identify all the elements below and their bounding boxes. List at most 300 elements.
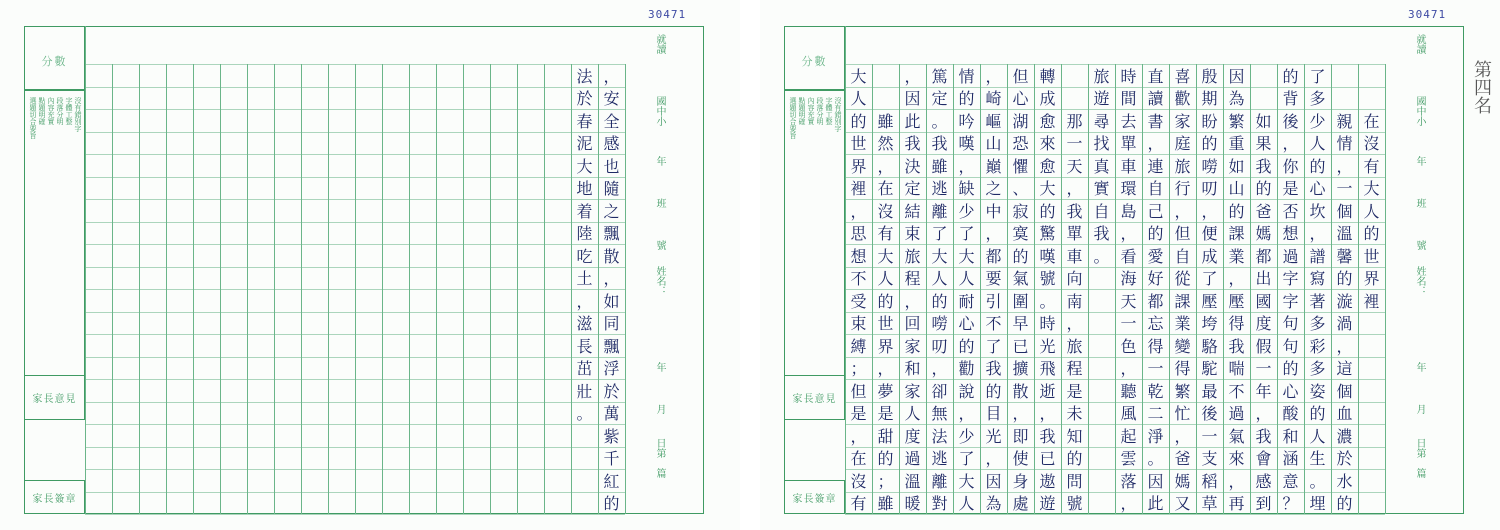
char-cell: ，	[1120, 224, 1137, 244]
char-cell: 之	[985, 179, 1002, 199]
char-cell: 沒	[1363, 134, 1380, 154]
char-cell: 家	[904, 381, 921, 401]
char-cell: 的	[1228, 201, 1245, 221]
char-cell: ；	[877, 471, 894, 491]
char-cell: 稻	[1201, 471, 1218, 491]
char-cell: 色	[1120, 336, 1137, 356]
char-cell: 駝	[1201, 359, 1218, 379]
info-0: 就讀	[1414, 34, 1425, 54]
info-8: 日第	[1414, 438, 1425, 458]
char-cell: 散	[603, 246, 620, 266]
char-cell: 單	[1120, 134, 1137, 154]
char-cell: 了	[1309, 66, 1326, 86]
char-cell: ，	[1336, 336, 1353, 356]
char-cell: 轉	[1039, 66, 1056, 86]
char-cell: 你	[1282, 156, 1299, 176]
char-cell: ？	[1282, 494, 1299, 514]
char-cell: ，	[877, 359, 894, 379]
text-column	[1223, 64, 1250, 514]
criteria-item: 選題切合要旨	[29, 97, 37, 139]
author-signature: 第四名	[1471, 60, 1492, 114]
grid-row-line	[85, 132, 625, 133]
char-cell: 然	[877, 134, 894, 154]
text-column	[1061, 64, 1088, 514]
score-label: 分數	[41, 55, 68, 68]
char-cell: 已	[1039, 449, 1056, 469]
manuscript-sheet-right	[760, 0, 1500, 530]
char-cell: 我	[1093, 224, 1110, 244]
info-8: 日第	[654, 438, 665, 458]
char-cell: 驚	[1039, 224, 1056, 244]
char-cell: 雲	[1120, 449, 1137, 469]
char-cell: 旅	[904, 246, 921, 266]
char-cell: 假	[1255, 336, 1272, 356]
char-cell: 嶇	[985, 111, 1002, 131]
char-cell: 雖	[931, 156, 948, 176]
char-cell: 身	[1012, 471, 1029, 491]
char-cell: 泥	[576, 134, 593, 154]
grid-row-line	[85, 469, 625, 470]
criteria-item: 點題明確	[38, 97, 46, 125]
char-cell: 寞	[1012, 224, 1029, 244]
char-cell: 地	[576, 179, 593, 199]
char-cell: 暖	[904, 494, 921, 514]
parent-opinion-label: 家長意見	[792, 394, 837, 405]
char-cell: 束	[850, 314, 867, 334]
char-cell: 雖	[877, 494, 894, 514]
char-cell: 遨	[1039, 471, 1056, 491]
char-cell: 春	[576, 111, 593, 131]
char-cell: 不	[985, 314, 1002, 334]
char-cell: 盼	[1201, 111, 1218, 131]
char-cell: 有	[1363, 156, 1380, 176]
char-cell	[1331, 64, 1358, 87]
char-cell: ，	[850, 426, 867, 446]
char-cell: 聽	[1120, 381, 1137, 401]
char-cell: 坎	[1309, 201, 1326, 221]
text-column	[1358, 64, 1385, 514]
char-cell: 得	[1228, 314, 1245, 334]
char-cell: 會	[1255, 449, 1272, 469]
char-cell: 湖	[1012, 111, 1029, 131]
char-cell: ，	[1228, 269, 1245, 289]
char-cell: 自	[1174, 246, 1191, 266]
char-cell: ，	[1174, 201, 1191, 221]
char-cell: 遊	[1039, 494, 1056, 514]
info-0: 就讀	[654, 34, 665, 54]
text-column	[1115, 64, 1142, 514]
char-cell: 支	[1201, 449, 1218, 469]
char-cell: ，	[1174, 426, 1191, 446]
char-cell: 親	[1336, 111, 1353, 131]
criteria-item: 內容充實	[47, 97, 55, 125]
char-cell: ，	[1228, 471, 1245, 491]
parent-signature-box	[24, 480, 85, 514]
char-cell: 夢	[877, 381, 894, 401]
grid-row-line	[85, 492, 625, 493]
char-cell: 個	[1336, 381, 1353, 401]
char-cell: 繁	[1228, 111, 1245, 131]
char-cell: ，	[1147, 134, 1164, 154]
char-cell: 度	[904, 426, 921, 446]
criteria-item: 字體工整	[65, 97, 73, 125]
char-cell: 法	[576, 66, 593, 86]
char-cell: 沒	[850, 471, 867, 491]
char-cell: 爸	[1255, 201, 1272, 221]
char-cell: 忙	[1174, 404, 1191, 424]
char-cell: 又	[1174, 494, 1191, 514]
char-cell: ，	[985, 449, 1002, 469]
char-cell: 讀	[1147, 89, 1164, 109]
char-cell: 人	[1309, 134, 1326, 154]
parent-opinion-label: 家長意見	[32, 394, 77, 405]
char-cell: ，	[877, 156, 894, 176]
char-cell: 是	[850, 404, 867, 424]
criteria-box	[784, 90, 845, 420]
char-cell: 來	[1228, 449, 1245, 469]
char-cell: 想	[850, 246, 867, 266]
grid-row-line	[85, 267, 625, 268]
char-cell: 成	[1039, 89, 1056, 109]
char-cell: 庭	[1174, 134, 1191, 154]
char-cell: 了	[958, 449, 975, 469]
char-cell: 了	[1201, 269, 1218, 289]
char-cell: 後	[1201, 404, 1218, 424]
char-cell: 了	[985, 336, 1002, 356]
char-cell: 乾	[1147, 381, 1164, 401]
char-cell: 號	[1039, 269, 1056, 289]
char-cell: 的	[1255, 179, 1272, 199]
char-cell: 有	[850, 494, 867, 514]
char-cell: 目	[985, 404, 1002, 424]
char-cell: 尋	[1093, 111, 1110, 131]
char-cell: 一	[1147, 359, 1164, 379]
char-cell: 都	[1255, 246, 1272, 266]
char-cell: 。	[1039, 291, 1056, 311]
char-cell: 問	[1066, 471, 1083, 491]
char-cell: 結	[904, 201, 921, 221]
criteria-item: 段落分明	[816, 97, 824, 125]
char-cell: 血	[1336, 404, 1353, 424]
char-cell: 千	[603, 449, 620, 469]
char-cell: 吟	[958, 111, 975, 131]
char-cell: 擴	[1012, 359, 1029, 379]
char-cell: 心	[958, 314, 975, 334]
char-cell: 涵	[1282, 449, 1299, 469]
char-cell: 無	[931, 404, 948, 424]
grid-row-line	[85, 244, 625, 245]
char-cell: 的	[877, 449, 894, 469]
char-cell: 濃	[1336, 426, 1353, 446]
char-cell: 在	[877, 179, 894, 199]
char-cell: 業	[1228, 246, 1245, 266]
text-column	[598, 64, 625, 514]
char-cell: 大	[1039, 179, 1056, 199]
char-cell: 使	[1012, 449, 1029, 469]
char-cell: 寫	[1309, 269, 1326, 289]
char-cell: 感	[1255, 471, 1272, 491]
char-cell: 家	[904, 336, 921, 356]
char-cell: 山	[985, 134, 1002, 154]
text-column	[1304, 64, 1331, 514]
grid-row-line	[85, 199, 625, 200]
char-cell: 吃	[576, 246, 593, 266]
char-cell: 卻	[931, 381, 948, 401]
char-cell: 多	[1309, 89, 1326, 109]
char-cell: 早	[1012, 314, 1029, 334]
char-cell: ，	[1255, 404, 1272, 424]
char-cell: 之	[603, 201, 620, 221]
text-column	[1142, 64, 1169, 514]
char-cell: 程	[1066, 359, 1083, 379]
char-cell: 了	[931, 224, 948, 244]
grid-row-line	[85, 312, 625, 313]
char-cell: 、	[1012, 179, 1029, 199]
info-1: 國中小	[1414, 96, 1425, 126]
char-cell: 媽	[1255, 224, 1272, 244]
char-cell: 於	[603, 381, 620, 401]
grid-row-line	[85, 514, 625, 515]
char-cell: 也	[603, 156, 620, 176]
char-cell: 漩	[1336, 291, 1353, 311]
text-column	[953, 64, 980, 514]
char-cell: 單	[1066, 224, 1083, 244]
char-cell: ，	[1066, 179, 1083, 199]
char-cell: 如	[1228, 156, 1245, 176]
char-cell: 度	[1255, 314, 1272, 334]
char-cell: 束	[904, 224, 921, 244]
char-cell: 裡	[1363, 291, 1380, 311]
char-cell: 紫	[603, 426, 620, 446]
char-cell	[1250, 64, 1277, 87]
char-cell: 重	[1228, 134, 1245, 154]
char-cell: 中	[985, 201, 1002, 221]
char-cell: 好	[1147, 269, 1164, 289]
char-cell: 陸	[576, 224, 593, 244]
char-cell: ，	[985, 66, 1002, 86]
char-cell: 圍	[1012, 291, 1029, 311]
char-cell: 向	[1066, 269, 1083, 289]
char-cell: 嘮	[931, 314, 948, 334]
text-column	[899, 64, 926, 514]
char-cell: 淨	[1147, 426, 1164, 446]
char-cell: 。	[931, 111, 948, 131]
char-cell: 的	[877, 291, 894, 311]
char-cell: 渦	[1336, 314, 1353, 334]
char-cell: 但	[850, 381, 867, 401]
char-cell: 落	[1120, 471, 1137, 491]
char-cell: 一	[1255, 359, 1272, 379]
char-cell	[1331, 87, 1358, 110]
char-cell: 氣	[1012, 269, 1029, 289]
criteria-item: 內容充實	[807, 97, 815, 125]
char-cell: 在	[850, 449, 867, 469]
char-cell: 全	[603, 111, 620, 131]
char-cell: 溫	[904, 471, 921, 491]
char-cell: 叨	[931, 336, 948, 356]
char-cell	[1358, 87, 1385, 110]
grid-row-line	[85, 334, 625, 335]
text-column	[1277, 64, 1304, 514]
char-cell: 過	[1282, 246, 1299, 266]
char-cell: 我	[1255, 426, 1272, 446]
char-cell: 。	[1093, 246, 1110, 266]
char-cell: ，	[1336, 156, 1353, 176]
text-column	[1250, 64, 1277, 514]
char-cell: 業	[1174, 314, 1191, 334]
char-cell: 因	[904, 89, 921, 109]
char-cell: 耐	[958, 291, 975, 311]
char-cell: 大	[958, 246, 975, 266]
char-cell: 喘	[1228, 359, 1245, 379]
char-cell: 那	[1066, 111, 1083, 131]
char-cell: 的	[1012, 246, 1029, 266]
char-cell: 忘	[1147, 314, 1164, 334]
char-cell: 人	[850, 89, 867, 109]
char-cell: 國	[1255, 291, 1272, 311]
char-cell: 思	[850, 224, 867, 244]
char-cell: 長	[576, 336, 593, 356]
char-cell: 情	[1336, 134, 1353, 154]
char-cell: 一	[1120, 314, 1137, 334]
char-cell: ，	[1066, 314, 1083, 334]
parent-opinion-box	[24, 375, 85, 420]
char-cell: 土	[576, 269, 593, 289]
info-6: 年	[1414, 362, 1425, 372]
char-cell: 離	[931, 471, 948, 491]
char-cell: 垮	[1201, 314, 1218, 334]
text-column	[1007, 64, 1034, 514]
char-cell	[1061, 64, 1088, 87]
char-cell: 逝	[1039, 381, 1056, 401]
char-cell: 一	[1201, 426, 1218, 446]
char-cell: 多	[1309, 314, 1326, 334]
char-cell: 風	[1120, 404, 1137, 424]
char-cell: 縛	[850, 336, 867, 356]
grid-top-line	[85, 26, 86, 64]
char-cell: 勸	[958, 359, 975, 379]
char-cell: 懼	[1012, 156, 1029, 176]
char-cell: 了	[958, 224, 975, 244]
char-cell	[872, 64, 899, 87]
text-column	[1034, 64, 1061, 514]
char-cell: 自	[1093, 201, 1110, 221]
char-cell: 一	[1336, 179, 1353, 199]
char-cell: 後	[1282, 111, 1299, 131]
char-cell: 壓	[1228, 291, 1245, 311]
char-cell: 人	[877, 269, 894, 289]
char-cell: 滋	[576, 314, 593, 334]
char-cell: 已	[1012, 336, 1029, 356]
char-cell: 處	[1012, 494, 1029, 514]
char-cell: 於	[576, 89, 593, 109]
char-cell: 人	[904, 404, 921, 424]
char-cell: 找	[1093, 134, 1110, 154]
char-cell: 的	[1201, 134, 1218, 154]
char-cell: 旅	[1066, 336, 1083, 356]
char-cell: 水	[1336, 471, 1353, 491]
text-column	[845, 64, 872, 514]
info-9: 篇	[1414, 468, 1425, 478]
char-cell: 此	[904, 111, 921, 131]
char-cell: 但	[1012, 66, 1029, 86]
char-cell: 大	[576, 156, 593, 176]
char-cell: 雖	[877, 111, 894, 131]
char-cell: 是	[1282, 179, 1299, 199]
char-cell: 南	[1066, 291, 1083, 311]
grid-top-line	[845, 26, 846, 64]
char-cell: 背	[1282, 89, 1299, 109]
char-cell: 成	[1201, 246, 1218, 266]
char-cell: 看	[1120, 246, 1137, 266]
char-cell: 我	[1039, 426, 1056, 446]
char-cell: 沒	[877, 201, 894, 221]
char-cell: 人	[958, 494, 975, 514]
char-cell: 和	[1282, 426, 1299, 446]
char-cell: 真	[1093, 156, 1110, 176]
char-cell: 恐	[1012, 134, 1029, 154]
parent-signature-label: 家長簽章	[792, 494, 837, 505]
char-cell: 喜	[1174, 66, 1191, 86]
char-cell: ，	[1201, 201, 1218, 221]
char-cell: 的	[985, 381, 1002, 401]
char-cell: 為	[985, 494, 1002, 514]
char-cell: ；	[850, 359, 867, 379]
char-cell: 連	[1147, 156, 1164, 176]
char-cell: 我	[1255, 156, 1272, 176]
info-3: 班	[654, 198, 665, 208]
char-cell: 是	[877, 404, 894, 424]
char-cell: 散	[1012, 381, 1029, 401]
char-cell: 多	[1309, 359, 1326, 379]
char-cell: 篤	[931, 66, 948, 86]
char-cell: 得	[1174, 359, 1191, 379]
char-cell: 出	[1255, 269, 1272, 289]
char-cell: 家	[1174, 111, 1191, 131]
char-cell: ，	[1039, 404, 1056, 424]
char-cell: ，	[576, 291, 593, 311]
grid-column-line	[625, 64, 626, 514]
char-cell: 定	[904, 179, 921, 199]
char-cell: ，	[1120, 494, 1137, 514]
char-cell: 書	[1147, 111, 1164, 131]
char-cell: 的	[1309, 404, 1326, 424]
char-cell: 海	[1120, 269, 1137, 289]
char-cell: 天	[1120, 291, 1137, 311]
char-cell: 世	[850, 134, 867, 154]
char-cell: 愈	[1039, 111, 1056, 131]
char-cell: 年	[1255, 381, 1272, 401]
char-cell: 的	[958, 89, 975, 109]
info-7: 月	[1414, 404, 1425, 414]
char-cell: 離	[931, 201, 948, 221]
char-cell: ，	[1282, 134, 1299, 154]
char-cell: 逃	[931, 179, 948, 199]
char-cell: 生	[1309, 449, 1326, 469]
char-cell: 知	[1066, 426, 1083, 446]
char-cell: ，	[985, 224, 1002, 244]
char-cell: 不	[850, 269, 867, 289]
char-cell: 的	[1336, 494, 1353, 514]
char-cell: 車	[1120, 156, 1137, 176]
char-cell: 世	[877, 314, 894, 334]
char-cell: 隨	[603, 179, 620, 199]
char-cell: 甜	[877, 426, 894, 446]
char-cell: 少	[958, 426, 975, 446]
info-3: 班	[1414, 198, 1425, 208]
grid-row-line	[85, 447, 625, 448]
char-cell: 課	[1174, 291, 1191, 311]
